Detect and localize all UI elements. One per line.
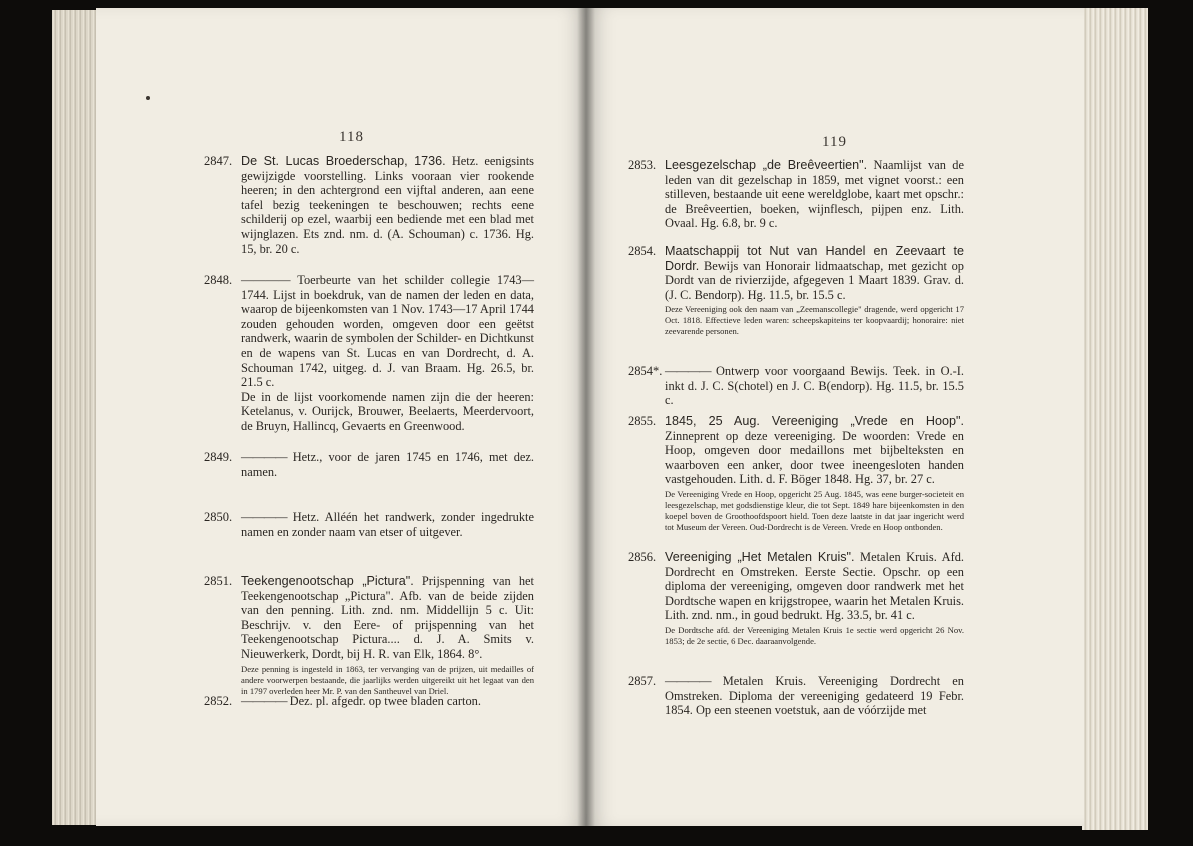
entry-text: Lijst in boekdruk, van de namen der leden en data, waarop de bijeenkomsten van 1 Nov. 1743—17 April 1744 zouden gehouden worden, omgeven door een geëtst randwerk, waarin de symbolen der Schilder- en Dichtkunst en de wapens van St. Lucas en van Dordrecht, d. A. Schouman 1742, uitgeg. d. J. van Braam. Hg. 26.5, br. 21.5 c.: [241, 287, 534, 390]
entry-number: 2850.: [204, 510, 233, 524]
right-page-number: 119: [822, 134, 847, 150]
entry-title: ———— Toerbeurte van het schilder collegie 1743—1744.: [241, 273, 534, 302]
entry-note: Deze penning is ingesteld in 1863, ter vervanging van de prijzen, uit medailles of andere voorwerpen bestaande, die jaarlijks werden uitgereikt uit het legaat van den in 1797 overleden heer Mr. P. van den Santheuvel van Driel.: [241, 663, 534, 696]
entry-note: De Dordtsche afd. der Vereeniging Metalen Kruis 1e sectie werd opgericht 26 Nov. 1853; de 2e sectie, 6 Dec. daaraanvolgende.: [665, 624, 964, 646]
entry-text: Metalen Kruis. Vereeniging Dordrecht en Omstreken. Diploma der vereeniging gedateerd 19 Febr. 1854. Op een steenen voetstuk, aan de vóórzijde met: [665, 674, 964, 718]
entry-2848: [204, 273, 534, 434]
entry-text: Naamlijst van de leden van dit gezelschap in 1859, met vignet voorst.: een stilleven, bestaande uit eene wereldglobe, kaart met opschr.: de Breêveertien, boeken, wijnflesch, pijpen enz. Lith. Ovaal. Hg. 6.8, br. 9 c.: [665, 158, 964, 231]
entry-title: 1845, 25 Aug. Vereeniging „Vrede en Hoop".: [665, 414, 964, 428]
entry-number: 2853.: [628, 158, 657, 172]
entry-2852: [204, 694, 534, 709]
entry-text: Zinneprent op deze vereeniging. De woorden: Vrede en Hoop, omgeven door medaillons met bijbelteksten en waarboven een anker, door twee ineengesloten handen vastgehouden. Lith. d. F. Böger 1848. Hg. 37, br. 27 c.: [665, 428, 964, 487]
entry-title: Vereeniging „Het Metalen Kruis".: [665, 550, 855, 564]
entry-2853: [628, 158, 964, 231]
entry-number: 2852.: [204, 694, 233, 708]
entry-2849: [204, 450, 534, 479]
entry-text: Hetz. Alléén het randwerk, zonder ingedrukte namen en zonder naam van etser of uitgever.: [241, 510, 534, 539]
entry-text: Prijspenning van het Teekengenootschap „Pictura". Afb. van de beide zijden van den penning. Lith. znd. nm. Middellijn 5 c. Uit: Beschrijv. v. den Eere- of prijspenning van het Teekengenootschap Pictura.... d. J. A. Smits v. Nieuwerkerk, Dordt, bij H. R. van Elk, 1864. 8°.: [241, 574, 534, 661]
entry-number: 2854*.: [628, 364, 663, 378]
entry-text: Dez. pl. afgedr. op twee bladen carton.: [289, 694, 481, 708]
entry-text: Metalen Kruis. Afd. Dordrecht en Omstreken. Eerste Sectie. Opschr. op een diploma der vereeniging, omgeven door randwerk met het Dordtsche wapen en krijgstropee, waarin het Metalen Kruis. Lith. znd. nm., in goud bedrukt. Hg. 33.5, br. 41 c.: [665, 550, 964, 623]
entry-title: De St. Lucas Broederschap, 1736.: [241, 154, 446, 168]
entry-title: ————: [241, 694, 287, 708]
entry-note: Deze Vereeniging ook den naam van „Zeemanscollegie" dragende, werd opgericht 17 Oct. 1818. Effectieve leden waren: scheepskapiteins ter koopvaardij; honoraire: niet zeevarende personen.: [665, 304, 964, 337]
entry-text: Hetz. eenigsints gewijzigde voorstelling. Links vooraan vier rookende heeren; in den achtergrond een vijftal anderen, aan eene tafel bezig teekeningen te beschouwen; rechts eene schilderij op ezel, waarbij een bediende met een blad met wijnglazen. Ets znd. nm. d. (A. Schouman) c. 1736. Hg. 15, br. 20 c.: [241, 154, 534, 256]
entry-note: De Vereeniging Vrede en Hoop, opgericht 25 Aug. 1845, was eene burger-societeit en leesgezelschap, met godsdienstige kleur, die tot Sept. 1849 hare bijeenkomsten in den koepel boven de Groothoofdspoort hield. Toen deze laatste in dat jaar ingericht werd tot Museum der Vereen. Oud-Dordrecht is de Vereen. Vrede en Hoop ontbonden.: [665, 488, 964, 532]
entry-number: 2855.: [628, 414, 657, 428]
entry-number: 2849.: [204, 450, 233, 464]
entry-title: Maatschappij tot Nut van Handel en Zeevaart te Dordr.: [665, 244, 964, 273]
entry-2847: [204, 154, 534, 256]
entry-title: ————: [665, 364, 711, 378]
entry-text: Ontwerp voor voorgaand Bewijs. Teek. in O.-I. inkt d. J. C. S(chotel) en J. C. B(endorp). Hg. 11.5, br. 15.5 c.: [665, 364, 964, 408]
entry-title: ————: [665, 674, 711, 688]
left-page-edges: [52, 10, 100, 825]
entry-2855: [628, 414, 964, 533]
entry-2856: [628, 550, 964, 647]
entry-number: 2856.: [628, 550, 657, 564]
entry-text: Bewijs van Honorair lidmaatschap, met gezicht op Dordt van de rivierzijde, afgegeven 1 Maart 1839. Grav. d. (J. C. Bendorp). Hg. 11.5, br. 15.5 c.: [665, 258, 964, 302]
entry-number: 2848.: [204, 273, 233, 287]
entry-title: Leesgezelschap „de Breêveertien".: [665, 158, 868, 172]
entry-2851: [204, 574, 534, 697]
entry-2854: [628, 244, 964, 337]
ink-spot: [146, 96, 150, 100]
book-gutter: [577, 8, 595, 826]
entry-number: 2857.: [628, 674, 657, 688]
entry-title: ————: [241, 450, 287, 464]
entry-number: 2854.: [628, 244, 657, 258]
entry-title: Teekengenootschap „Pictura".: [241, 574, 414, 588]
entry-title: ————: [241, 510, 287, 524]
entry-number: 2847.: [204, 154, 233, 168]
left-page-number: 118: [339, 129, 364, 145]
entry-number: 2851.: [204, 574, 233, 588]
entry-2854-star: [628, 364, 964, 408]
entry-text: Hetz., voor de jaren 1745 en 1746, met dez. namen.: [241, 450, 534, 479]
entry-2850: [204, 510, 534, 539]
entry-2857: [628, 674, 964, 718]
entry-text-continued: De in de lijst voorkomende namen zijn die der heeren: Ketelanus, v. Ourijck, Brouwer, Beelaerts, Meerdervoort, de Bruyn, Hallincq, Gevaerts en Greenwood.: [241, 389, 534, 433]
right-page-edges: [1082, 8, 1148, 830]
